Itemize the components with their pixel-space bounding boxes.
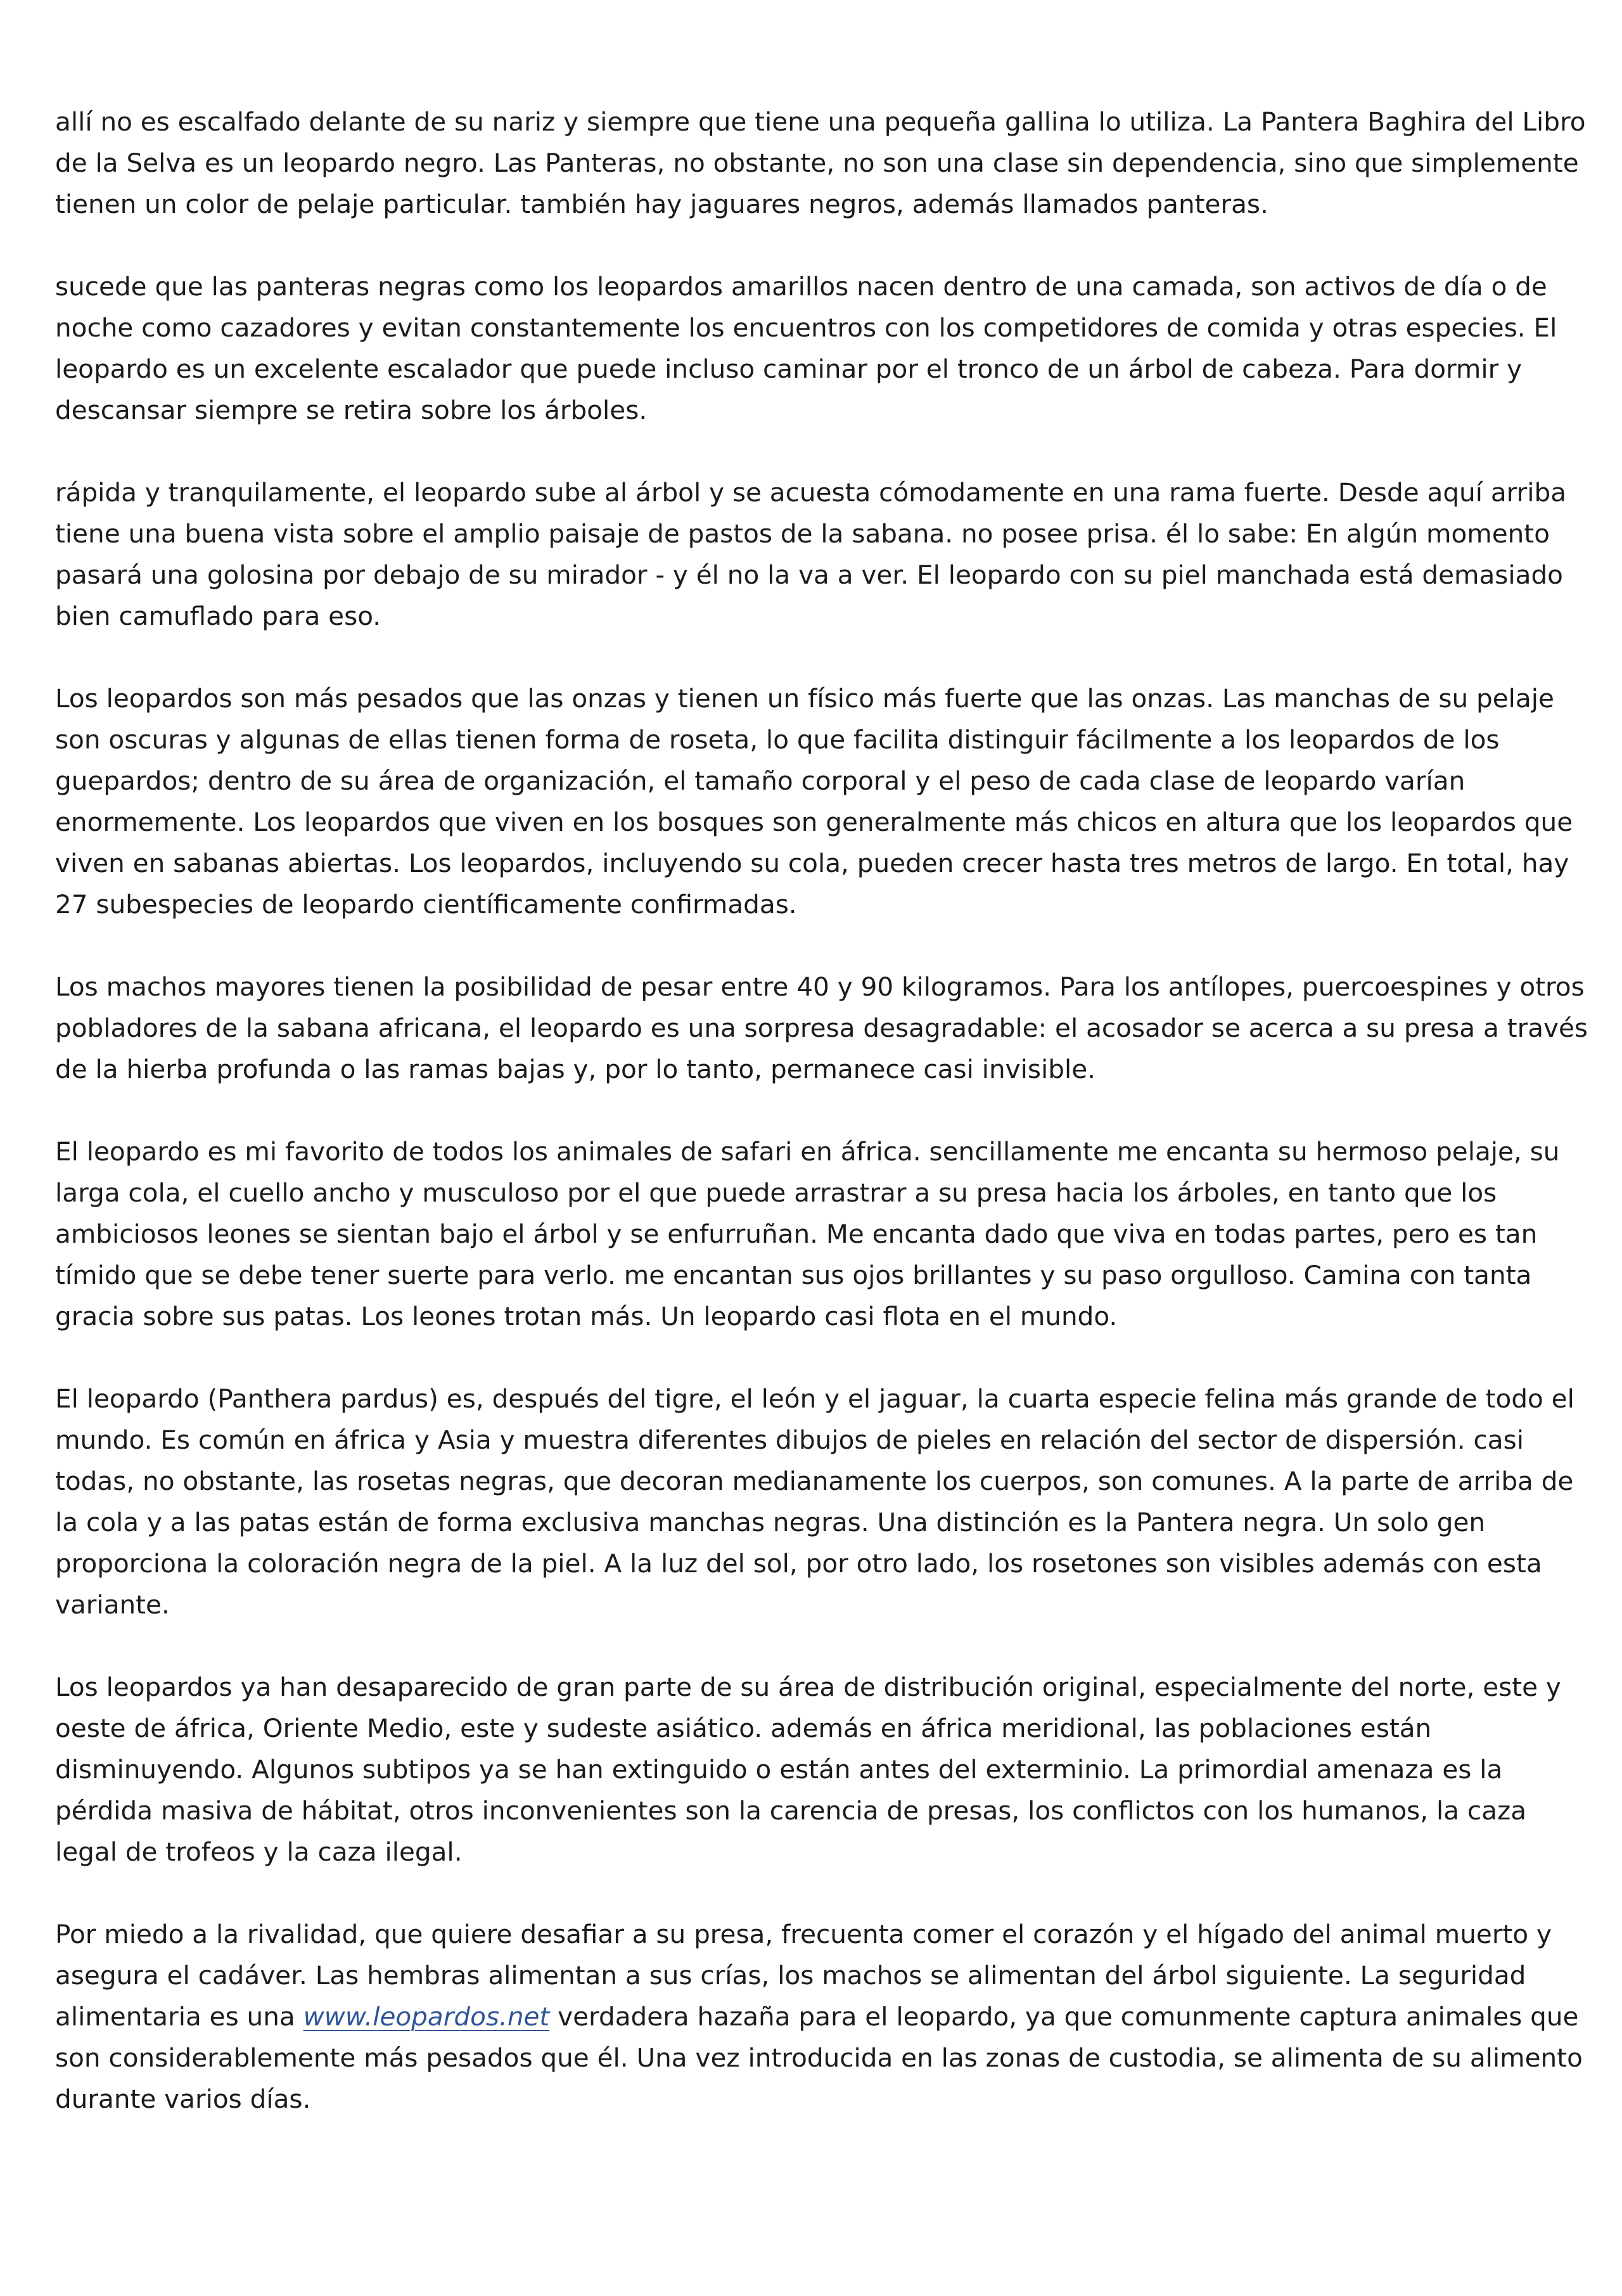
document-body: [55, 101, 1588, 2120]
paragraph-9-text-after-link: verdadera hazaña para el leopardo, ya que comunmente captura animales que son considerablemente más pesados que él. Una vez introducida en las zonas de custodia, se alimenta de su alimento durante varios días.: [55, 2001, 1583, 2114]
paragraph-2: sucede que las panteras negras como los leopardos amarillos nacen dentro de una camada, son activos de día o de noche como cazadores y evitan constantemente los encuentros con los competidores de comida y otras especies. El leopardo es un excelente escalador que puede incluso caminar por el tronco de un árbol de cabeza. Para dormir y descansar siempre se retira sobre los árboles.: [55, 271, 1557, 425]
paragraph-3: rápida y tranquilamente, el leopardo sube al árbol y se acuesta cómodamente en una rama fuerte. Desde aquí arriba tiene una buena vista sobre el amplio paisaje de pastos de la sabana. no posee prisa. él lo sabe: En algún momento pasará una golosina por debajo de su mirador - y él no la va a ver. El leopardo con su piel manchada está demasiado bien camuflado para eso.: [55, 477, 1567, 631]
paragraph-7: El leopardo (Panthera pardus) es, después del tigre, el león y el jaguar, la cuarta especie felina más grande de todo el mundo. Es común en áfrica y Asia y muestra diferentes dibujos de pieles en relación del sector de dispersión. casi todas, no obstante, las rosetas negras, que decoran medianamente los cuerpos, son comunes. A la parte de arriba de la cola y a las patas están de forma exclusiva manchas negras. Una distinción es la Pantera negra. Un solo gen proporciona la coloración negra de la piel. A la luz del sol, por otro lado, los rosetones son visibles además con esta variante.: [55, 1383, 1574, 1620]
paragraph-9: [55, 1914, 1588, 2120]
paragraph-5: Los machos mayores tienen la posibilidad de pesar entre 40 y 90 kilogramos. Para los antílopes, puercoespines y otros pobladores de la sabana africana, el leopardo es una sorpresa desagradable: el acosador se acerca a su presa a través de la hierba profunda o las ramas bajas y, por lo tanto, permanece casi invisible.: [55, 972, 1588, 1084]
paragraph-1: allí no es escalfado delante de su nariz y siempre que tiene una pequeña gallina lo utiliza. La Pantera Baghira del Libro de la Selva es un leopardo negro. Las Panteras, no obstante, no son una clase sin dependencia, sino que simplemente tienen un color de pelaje particular. también hay jaguares negros, además llamados panteras.: [55, 106, 1586, 219]
paragraph-9-text-before-link: Por miedo a la rivalidad, que quiere desafiar a su presa, frecuenta comer el corazón y el hígado del animal muerto y asegura el cadáver. Las hembras alimentan a sus crías, los machos se alimentan del árbol siguiente. La seguridad alimentaria es una: [55, 1919, 1552, 2032]
leopardos-website-link[interactable]: www.leopardos.net: [303, 2001, 550, 2032]
paragraph-6: El leopardo es mi favorito de todos los animales de safari en áfrica. sencillamente me encanta su hermoso pelaje, su larga cola, el cuello ancho y musculoso por el que puede arrastrar a su presa hacia los árboles, en tanto que los ambiciosos leones se sientan bajo el árbol y se enfurruñan. Me encanta dado que viva en todas partes, pero es tan tímido que se debe tener suerte para verlo. me encantan sus ojos brillantes y su paso orgulloso. Camina con tanta gracia sobre sus patas. Los leones trotan más. Un leopardo casi flota en el mundo.: [55, 1136, 1560, 1331]
paragraph-4: Los leopardos son más pesados que las onzas y tienen un físico más fuerte que las onzas. Las manchas de su pelaje son oscuras y algunas de ellas tienen forma de roseta, lo que facilita distinguir fácilmente a los leopardos de los guepardos; dentro de su área de organización, el tamaño corporal y el peso de cada clase de leopardo varían enormemente. Los leopardos que viven en los bosques son generalmente más chicos en altura que los leopardos que viven en sabanas abiertas. Los leopardos, incluyendo su cola, pueden crecer hasta tres metros de largo. En total, hay 27 subespecies de leopardo científicamente confirmadas.: [55, 683, 1573, 920]
paragraph-8: Los leopardos ya han desaparecido de gran parte de su área de distribución original, especialmente del norte, este y oeste de áfrica, Oriente Medio, este y sudeste asiático. además en áfrica meridional, las poblaciones están disminuyendo. Algunos subtipos ya se han extinguido o están antes del exterminio. La primordial amenaza es la pérdida masiva de hábitat, otros inconvenientes son la carencia de presas, los conflictos con los humanos, la caza legal de trofeos y la caza ilegal.: [55, 1672, 1561, 1867]
